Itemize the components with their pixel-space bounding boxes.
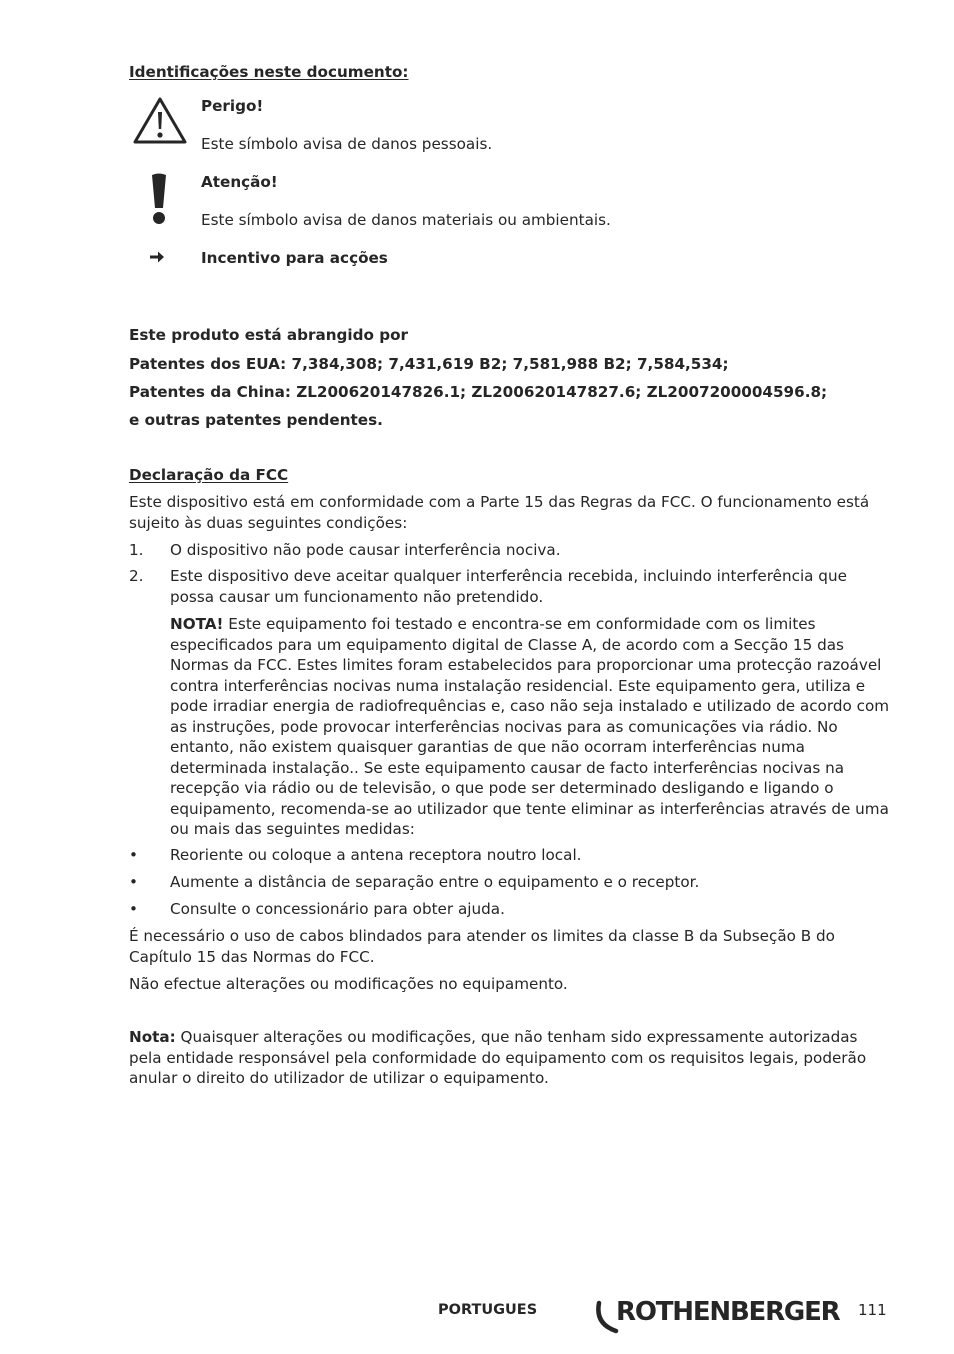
- fcc-no-changes: Não efectue alterações ou modificações no equipamento.: [129, 975, 568, 993]
- danger-text: Este símbolo avisa de danos pessoais.: [201, 135, 493, 153]
- patents-line-4: e outras patentes pendentes.: [129, 411, 383, 429]
- rothenberger-logo: [594, 1294, 844, 1336]
- fcc-intro: Este dispositivo está em conformidade com a Parte 15 das Regras da FCC. O funcionamento está sujeito às duas seguintes condições:: [129, 493, 870, 532]
- bullet-symbol: •: [129, 900, 138, 918]
- bullet-text: Consulte o concessionário para obter ajuda.: [170, 900, 505, 918]
- bullet-text: Reoriente ou coloque a antena receptora noutro local.: [170, 846, 582, 864]
- nota-paragraph: [129, 1027, 889, 1089]
- exclamation-icon: [148, 172, 170, 226]
- note-label: NOTA!: [170, 615, 224, 633]
- arrow-right-icon: [149, 250, 165, 264]
- condition-number: 2.: [129, 567, 144, 585]
- attention-title: Atenção!: [201, 173, 278, 191]
- nota-label: Nota:: [129, 1028, 176, 1046]
- patents-line-1: Este produto está abrangido por: [129, 326, 408, 344]
- patents-line-2: Patentes dos EUA: 7,384,308; 7,431,619 B2; 7,581,988 B2; 7,584,534;: [129, 355, 729, 373]
- condition-text: O dispositivo não pode causar interferência nociva.: [170, 541, 561, 559]
- identifications-heading: Identificações neste documento:: [129, 63, 409, 81]
- logo-wordmark: ROTHENBERGER: [616, 1297, 840, 1327]
- fcc-note: [170, 614, 890, 840]
- bullet-symbol: •: [129, 873, 138, 891]
- note-text: Este equipamento foi testado e encontra-se em conformidade com os limites especificados para um equipamento digital de Classe A, de acordo com a Secção 15 das Normas da FCC. Estes limites foram estabelecidos para proporcionar uma protecção razoável contra interferências nocivas numa instalação residencial. Este equipamento gera, utiliza e pode irradiar energia de radiofrequências e, caso não seja instalado e utilizado de acordo com as instruções, pode provocar interferências nocivas para as comunicações via rádio. No entanto, não existem quaisquer garantias de que não ocorram interferências numa determinada instalação.. Se este equipamento causar de facto interferências nocivas na recepção via rádio ou de televisão, o que pode ser determinado desligando e ligando o equipamento, recomenda-se ao utilizador que tente eliminar as interferências através de uma ou mais das seguintes medidas:: [170, 615, 890, 838]
- bullet-symbol: •: [129, 846, 138, 864]
- page-number: 111: [858, 1301, 887, 1319]
- condition-number: 1.: [129, 541, 144, 559]
- fcc-shielded: É necessário o uso de cabos blindados para atender os limites da classe B da Subseção B do Capítulo 15 das Normas do FCC.: [129, 927, 835, 966]
- fcc-heading: Declaração da FCC: [129, 466, 289, 484]
- warning-triangle-icon: [132, 96, 188, 146]
- nota-text: Quaisquer alterações ou modificações, que não tenham sido expressamente autorizadas pela entidade responsável pela conformidade do equipamento com os requisitos legais, poderão anular o direito do utilizador de utilizar o equipamento.: [129, 1028, 867, 1087]
- patents-line-3: Patentes da China: ZL200620147826.1; ZL200620147827.6; ZL2007200004596.8;: [129, 383, 828, 401]
- action-title: Incentivo para acções: [201, 249, 388, 267]
- danger-title: Perigo!: [201, 97, 264, 115]
- condition-text: Este dispositivo deve aceitar qualquer interferência recebida, incluindo interferência que possa causar um funcionamento não pretendido.: [170, 567, 847, 606]
- footer-language: PORTUGUES: [438, 1302, 538, 1318]
- attention-text: Este símbolo avisa de danos materiais ou ambientais.: [201, 211, 611, 229]
- bullet-text: Aumente a distância de separação entre o equipamento e o receptor.: [170, 873, 700, 891]
